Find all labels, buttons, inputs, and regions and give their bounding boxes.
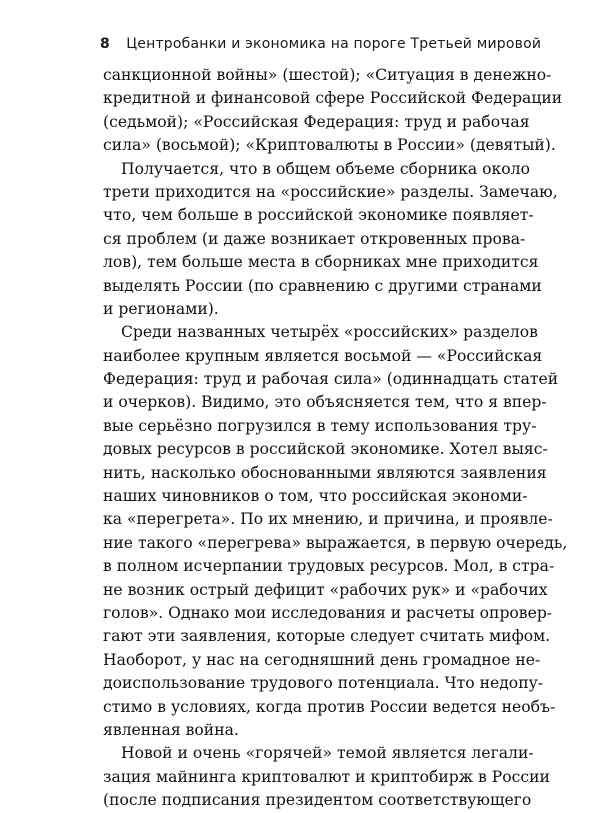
text-line: Наоборот, у нас на сегодняшний день громадное не- — [103, 650, 541, 669]
text-line: Получается, что в общем объеме сборника около — [121, 159, 530, 178]
text-line: явленная война. — [103, 720, 239, 739]
text-line: стимо в условиях, когда против России ведется необъ- — [103, 697, 556, 716]
text-line: доиспользование трудового потенциала. Что недопу- — [103, 674, 544, 693]
text-line: ние такого «перегрева» выражается, в первую очередь, — [103, 533, 568, 552]
text-line: ка «перегрета». По их мнению, и причина, и проявле- — [103, 510, 553, 529]
text-line: вые серьёзно погрузился в тему использования тру- — [103, 416, 537, 435]
text-line: лов), тем больше места в сборниках мне приходится — [103, 253, 539, 272]
text-line: выделять России (по сравнению с другими странами — [103, 276, 542, 295]
text-line: наших чиновников о том, что российская экономи- — [103, 487, 528, 506]
text-line: нить, насколько обоснованными являются заявления — [103, 463, 547, 482]
running-header-title: Центробанки и экономика на пороге Третьей мировой — [126, 36, 542, 52]
text-line: ся проблем (и даже возникает откровенных прова- — [103, 229, 526, 248]
text-line: в полном исчерпании трудовых ресурсов. Мол, в стра- — [103, 557, 555, 576]
page-number: 8 — [100, 36, 110, 52]
text-line: санкционной войны» (шестой); «Ситуация в денежно- — [103, 66, 552, 84]
text-line: и очерков). Видимо, это объясняется тем, что я впер- — [103, 393, 547, 412]
text-line: и регионами). — [103, 299, 219, 318]
text-line: наиболее крупным является восьмой — «Российская — [103, 346, 543, 365]
text-line: голов». Однако мои исследования и расчеты опровер- — [103, 603, 553, 622]
text-line: не возник острый дефицит «рабочих рук» и «рабочих — [103, 580, 548, 599]
text-line: довых ресурсов в российской экономике. Хотел выяс- — [103, 440, 548, 459]
body-text — [103, 64, 568, 813]
text-line: трети приходится на «российские» разделы. Замечаю, — [103, 182, 558, 201]
running-header — [100, 36, 541, 52]
text-line: (седьмой); «Российская Федерация: труд и рабочая — [103, 112, 530, 131]
text-line: Среди названных четырёх «российских» разделов — [121, 323, 538, 342]
text-line: Новой и очень «горячей» темой является легали- — [121, 744, 534, 763]
text-line: кредитной и финансовой сфере Российской Федерации — [103, 89, 563, 108]
text-line: Федерация: труд и рабочая сила» (одиннадцать статей — [103, 370, 559, 389]
text-line: гают эти заявления, которые следует считать мифом. — [103, 627, 551, 646]
text-line: (после подписания президентом соответствующего — [103, 791, 532, 810]
text-line: что, чем больше в российской экономике появляет- — [103, 206, 534, 225]
text-line: сила» (восьмой); «Криптовалюты в России» (девятый). — [103, 136, 556, 155]
text-line: зация майнинга криптовалют и криптобирж в России — [103, 767, 550, 786]
